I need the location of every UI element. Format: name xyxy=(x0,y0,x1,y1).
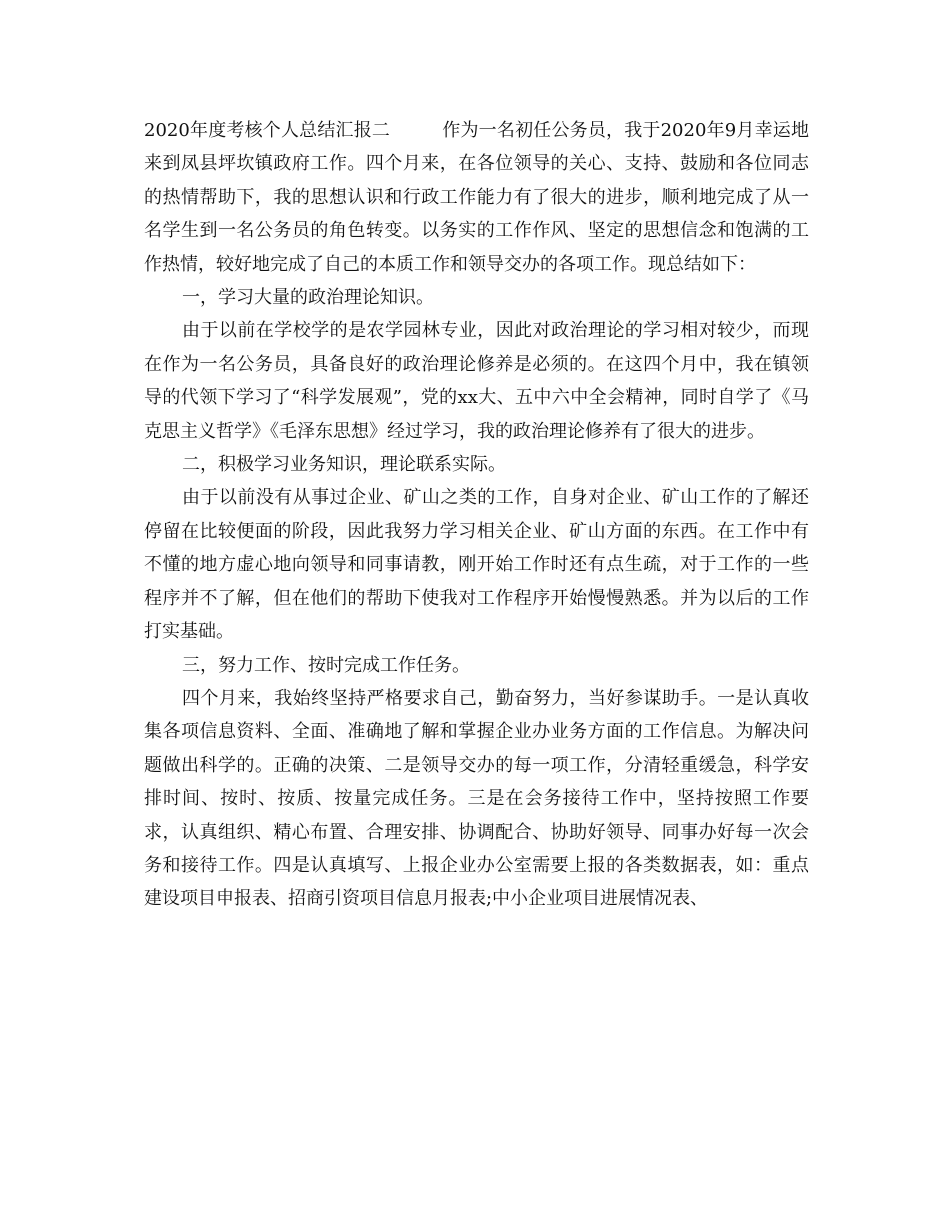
document-title: 2020年度考核个人总结汇报二 xyxy=(144,120,391,141)
intro-paragraph xyxy=(144,114,809,281)
intro-text: 作为一名初任公务员，我于2020年9月幸运地来到凤县坪坎镇政府工作。四个月来，在各位领导的关心、支持、鼓励和各位同志的热情帮助下，我的思想认识和行政工作能力有了很大的进步，顺利地完成了从一名学生到一名公务员的角色转变。以务实的工作作风、坚定的思想信念和饱满的工作热情，较好地完成了自己的本质工作和领导交办的各项工作。现总结如下： xyxy=(144,120,809,275)
document-page xyxy=(144,114,809,916)
section-2-body: 由于以前没有从事过企业、矿山之类的工作，自身对企业、矿山工作的了解还停留在比较便面的阶段，因此我努力学习相关企业、矿山方面的东西。在工作中有不懂的地方虚心地向领导和同事请教，刚开始工作时还有点生疏，对于工作的一些程序并不了解，但在他们的帮助下使我对工作程序开始慢慢熟悉。并为以后的工作打实基础。 xyxy=(144,487,809,643)
section-1-body: 由于以前在学校学的是农学园林专业，因此对政治理论的学习相对较少，而现在作为一名公务员，具备良好的政治理论修养是必须的。在这四个月中，我在镇领导的代领下学习了“科学发展观”，党的xx大、五中六中全会精神，同时自学了《马克思主义哲学》《毛泽东思想》经过学习，我的政治理论修养有了很大的进步。 xyxy=(144,320,809,442)
section-1-heading: 一，学习大量的政治理论知识。 xyxy=(182,287,434,309)
section-3-body: 四个月来，我始终坚持严格要求自己，勤奋努力，当好参谋助手。一是认真收集各项信息资料、全面、准确地了解和掌握企业办业务方面的工作信息。为解决问题做出科学的。正确的决策、二是领导交办的每一项工作，分清轻重缓急，科学安排时间、按时、按质、按量完成任务。三是在会务接待工作中，坚持按照工作要求，认真组织、精心布置、合理安排、协调配合、协助好领导、同事办好每一次会务和接待工作。四是认真填写、上报企业办公室需要上报的各类数据表，如：重点建设项目申报表、招商引资项目信息月报表;中小企业项目进展情况表、 xyxy=(144,687,809,910)
section-2-heading: 二，积极学习业务知识，理论联系实际。 xyxy=(182,454,506,476)
section-3-heading: 三，努力工作、按时完成工作任务。 xyxy=(182,654,470,676)
